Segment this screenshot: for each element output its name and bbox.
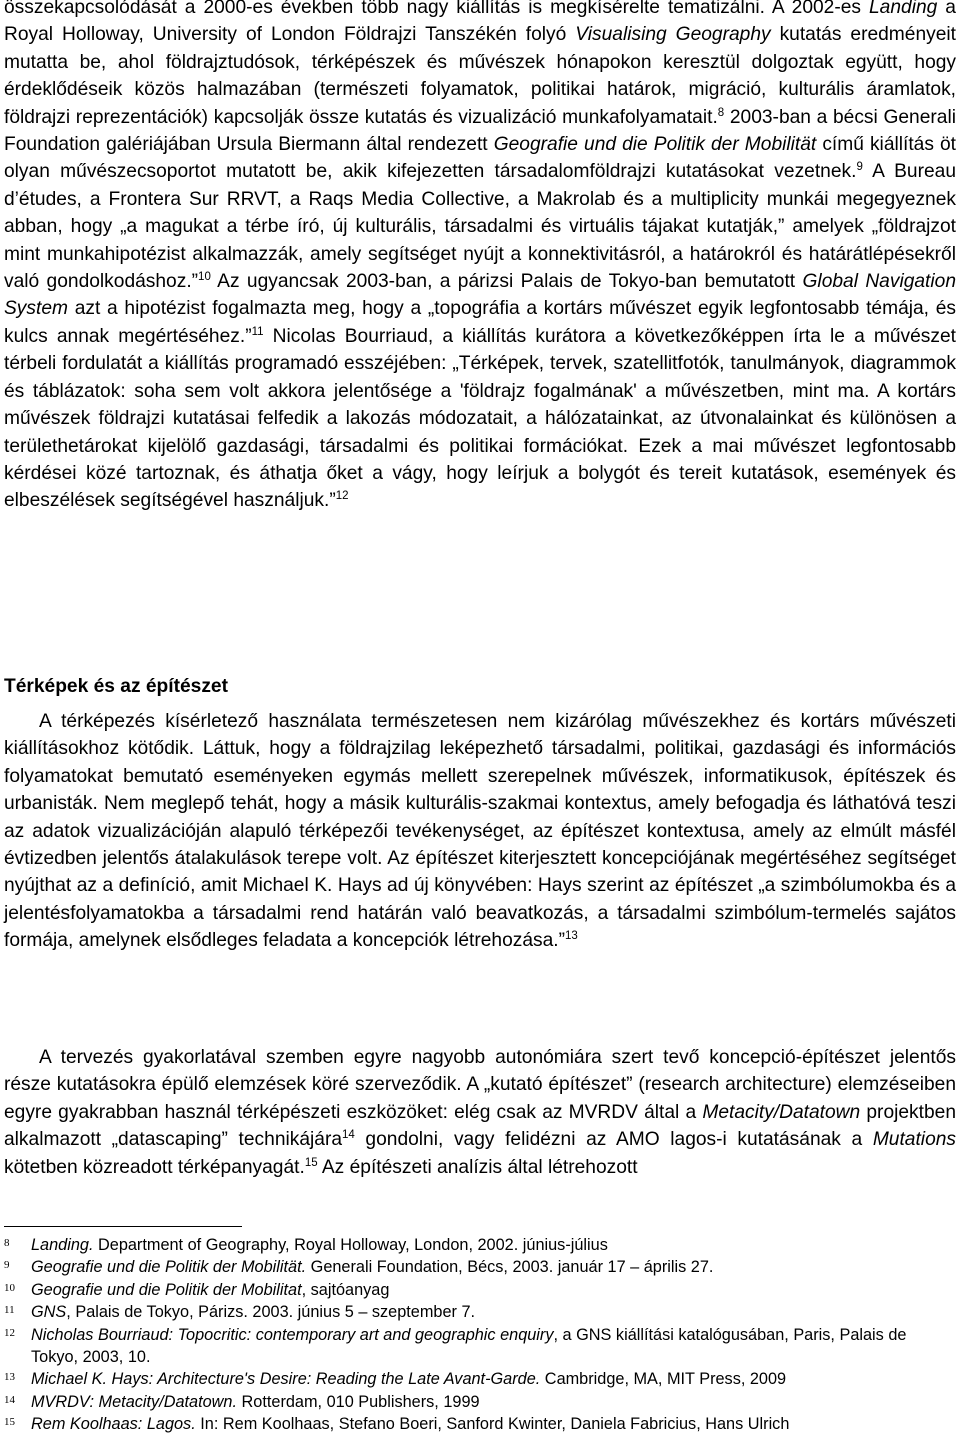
italic-title: Metacity/Datatown [702,1101,861,1123]
footnote-number: 10 [4,1281,15,1294]
paragraph-2 [4,708,956,955]
text-run: kutatás eredményeit mutatta be, ahol földrajztudósok, térképészek és művészek hónapokon keresztül dolgoztak együtt, hogy érdeklődéseik közös halmazában (természeti folyamatok, politikai határok, migráció, kulturális áramlatok, földrajzi reprezentációk) kapcsolják össze kutatás és vizualizáció munkafolyamatait. [4,24,956,128]
footnote [4,1413,956,1435]
footnote-text: Cambridge, MA, MIT Press, 2009 [540,1370,787,1389]
text-run: Nicolas Bourriaud, a kiállítás kurátora a következőképpen írta le a művészet térbeli fordulatát a kiállítás programadó esszéjében: „Térképek, tervek, szatellitfotók, tanulmányok, diagrammok és táblázatok: soha sem volt akkora jelentősége a 'földrajz fogalmának' a művészetben, mint ma. A kortárs művészek földrajzi kutatásai felfedik a lakozás módozatait, a hálózatainkat, az útvonalainkat és különösen a területhetárokat kijelölő gazdasági, társadalmi és politikai formációkat. Ezek a mai művészet legfontosabb kérdései közé tartoznak, és áthatja őket a vágy, hogy leírjuk a bolygót és tereit kutatások, események és elbeszélések segítségével használjuk.” [4,325,956,512]
footnote-ref[interactable]: 9 [856,161,863,174]
footnote [4,1234,956,1256]
footnote-number: 12 [4,1326,15,1339]
footnote-number: 15 [4,1416,15,1429]
text-run: Az ugyancsak 2003-ban, a párizsi Palais de Tokyo-ban bemutatott [210,271,803,293]
footnote-text: Rotterdam, 010 Publishers, 1999 [237,1392,480,1411]
text-run: című kiállítás öt olyan művészecsoportot mutatott be, akik kifejezetten társadalomföldrajzi kutatásokat vezetnek. [4,134,957,183]
italic-title: Visualising Geography [575,24,771,46]
footnote-italic: Geografie und die Politik der Mobilität. [31,1258,307,1277]
text-run: azt a hipotézist fogalmazta meg, hogy a „topográfia a kortárs művészet egyik legfontosabb témája, és kulcs annak megértéséhez.” [4,298,956,347]
text-run: Az építészeti analízis által létrehozott [317,1156,638,1178]
footnote [4,1391,956,1413]
text-run: A tervezés gyakorlatával szemben egyre nagyobb autonómiára szert tevő koncepció-építészet jelentős része kutatásokra épülő elemzések köré szerveződik. A „kutató építészet” (research architecture) elemzéseiben egyre gyakrabban használ térképészeti eszközöket: elég csak az MVRDV által a [4,1047,956,1123]
italic-title: Geografie und die Politik der Mobilität [493,134,817,156]
footnote-number: 8 [4,1237,10,1249]
footnote-text: In: Rem Koolhaas, Stefano Boeri, Sanford Kwinter, Daniela Fabricius, Hans Ulrich [195,1415,790,1434]
paragraph-3 [4,1044,956,1181]
footnote-text: , a GNS kiállítási katalógusában, Paris, Palais de Tokyo, 2003, 10. [31,1325,907,1367]
footnote-text: Generali Foundation, Bécs, 2003. január 17 – április 27. [306,1258,714,1277]
text-run: A Bureau d’études, a Frontera Sur RRVT, a Raqs Media Collective, a Makrolab és a multiplicity munkái megegyeznek abban, hogy „a magukat a térbe író, új kulturális, társadalmi és virtuális tájakat kutatják,” amelyek „földrajzot mint munkahipotézist alkalmazzák, amely segítséget nyújt a konnektivitásról, a határokról és határátlépésekről való gondolkodáshoz.” [4,161,956,293]
footnote-ref[interactable]: 13 [565,930,578,943]
footnote-text: , sajtóanyag [301,1280,390,1299]
text-run: a Royal Holloway, University of London Földrajzi Tanszékén folyó [4,0,956,46]
footnote-italic: Rem Koolhaas: Lagos. [31,1415,196,1434]
footnote [4,1256,956,1278]
text-run: összekapcsolódását a 2000-es években több nagy kiállítás is megkísérelte tematizálni. A 2002-es [4,0,870,18]
footnote [4,1279,956,1301]
footnote [4,1368,956,1390]
footnote-ref[interactable]: 15 [304,1156,318,1169]
paragraph-1 [4,0,956,515]
text-run: 2003-ban a bécsi Generali Foundation galériájában Ursula Biermann által rendezett [4,106,956,156]
text-run: A térképezés kísérletező használata természetesen nem kizárólag művészekhez és kortárs művészeti kiállításokhoz kötődik. Láttuk, hogy a földrajzilag leképezhető társadalmi, politikai, gazdasági és információs folyamatokat bemutató eseményeken egymás mellett szerepelnek művészek, informatikusok, építészek és urbanisták. Nem meglepő tehát, hogy a másik kulturális-szakmai kontextus, amely befogadja és láthatóvá teszi az adatok vizualizációján alapuló térképezői tevékenységet, az építészet kontextusa, amely az elmúlt másfél évtizedben jelentős átalakulások terepe volt. Az építészet kiterjesztett koncepciójának megértéséhez segítséget nyújthat az a definíció, amit Michael K. Hays ad új könyvében: Hays szerint az építészet „a szimbólumokba és a jelentésfolyamatokba a társadalmi rend határán való beavatkozás, a társadalmi szimbólum-termelés sajátos formája, amelynek elsődleges feladata a koncepciók létrehozása.” [4,711,956,952]
footnote-italic: MVRDV: Metacity/Datatown. [31,1392,237,1411]
footnote-ref[interactable]: 11 [251,325,264,338]
footnote-text: , Palais de Tokyo, Párizs. 2003. június 5 – szeptember 7. [66,1303,476,1322]
footnote-number: 14 [4,1393,15,1406]
footnote-ref[interactable]: 8 [717,106,725,119]
footnote [4,1324,956,1369]
italic-title: Global Navigation System [4,271,956,320]
footnote [4,1301,956,1323]
footnote-divider [4,1226,242,1227]
italic-title: Landing [869,0,938,18]
text-run: projektben alkalmazott „datascaping” technikájára [4,1101,956,1151]
section-heading: Térképek és az építészet [4,676,228,697]
footnote-number: 9 [4,1259,10,1272]
footnote-italic: Landing. [31,1236,94,1254]
footnote-text: Department of Geography, Royal Holloway, London, 2002. június-július [93,1236,608,1254]
text-run: gondolni, vagy felidézni az AMO lagos-i kutatásának a [354,1129,873,1151]
footnote-italic: Michael K. Hays: Architecture's Desire: Reading the Late Avant-Garde. [31,1370,541,1389]
footnote-italic: Geografie und die Politik der Mobilitat [31,1280,302,1299]
footnote-ref[interactable]: 10 [198,271,211,284]
footnote-italic: GNS [31,1303,67,1322]
footnote-number: 13 [4,1371,15,1384]
footnote-ref[interactable]: 12 [335,490,349,503]
footnote-ref[interactable]: 14 [342,1129,355,1142]
footnote-number: 11 [4,1304,15,1317]
footnotes [4,1234,956,1436]
footnote-italic: Nicholas Bourriaud: Topocritic: contemporary art and geographic enquiry [31,1325,554,1344]
italic-title: Mutations [872,1129,956,1151]
text-run: kötetben közreadott térképanyagát. [4,1156,305,1178]
